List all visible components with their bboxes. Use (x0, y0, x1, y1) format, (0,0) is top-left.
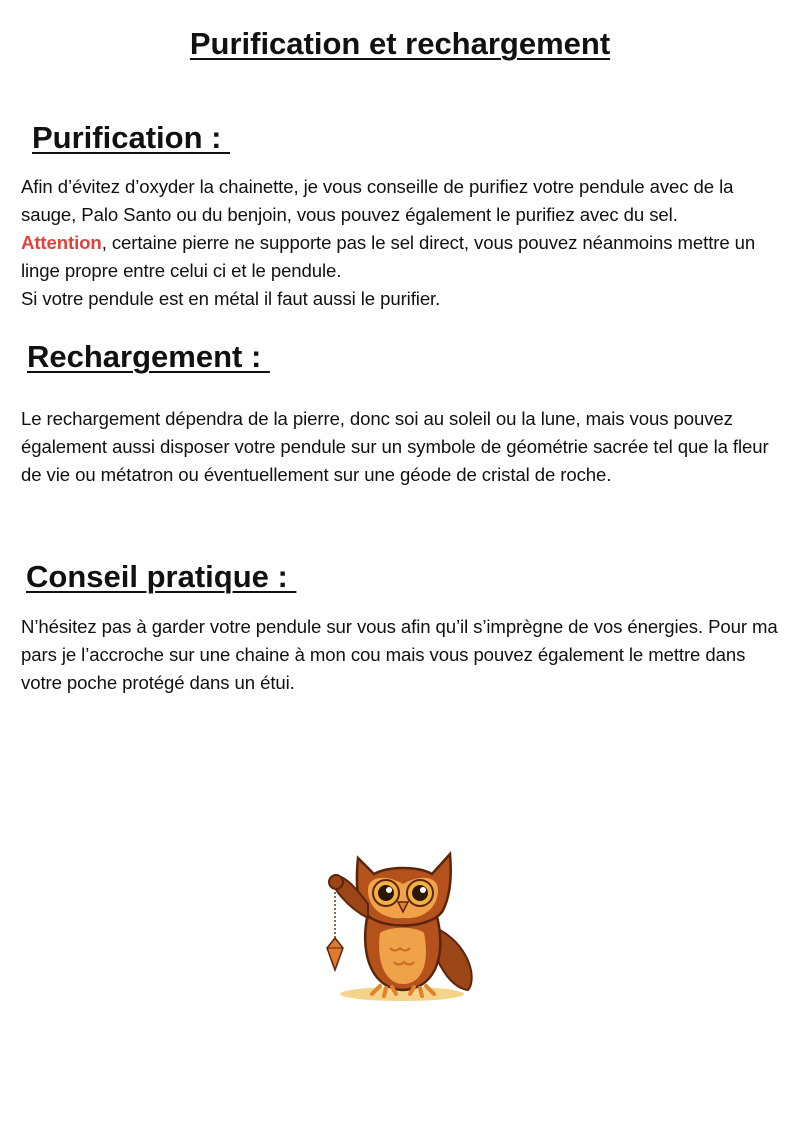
owl-holding-pendulum-icon (318, 838, 484, 1008)
attention-label: Attention (21, 232, 102, 253)
heading-rechargement: Rechargement : (27, 339, 270, 374)
paragraph-conseil-pratique: N’hésitez pas à garder votre pendule sur vous afin qu’il s’imprègne de vos énergies. Pour ma pars je l’accroche sur une chaine à mon cou mais vous pouvez également le mettre dans votre poche protégé dans un étui. (21, 616, 778, 693)
heading-purification: Purification : (32, 120, 231, 155)
page-title: Purification et rechargement (189, 26, 611, 61)
purification-text-part2: , certaine pierre ne supporte pas le sel direct, vous pouvez néanmoins mettre un linge propre entre celui ci et le pendule. (21, 232, 756, 281)
paragraph-rechargement: Le rechargement dépendra de la pierre, donc soi au soleil ou la lune, mais vous pouvez également aussi disposer votre pendule sur un symbole de géométrie sacrée tel que la fleur de vie ou métatron ou éventuellement sur une géode de cristal de roche. (21, 408, 769, 485)
purification-text-part1: Afin d’évitez d’oxyder la chainette, je vous conseille de purifiez votre pendule avec de la sauge, Palo Santo ou du benjoin, vous pouvez également le purifiez avec du sel. (21, 176, 734, 225)
paragraph-purification (21, 173, 783, 313)
heading-conseil-pratique: Conseil pratique : (26, 559, 297, 594)
purification-text-part3: Si votre pendule est en métal il faut aussi le purifier. (21, 288, 441, 309)
